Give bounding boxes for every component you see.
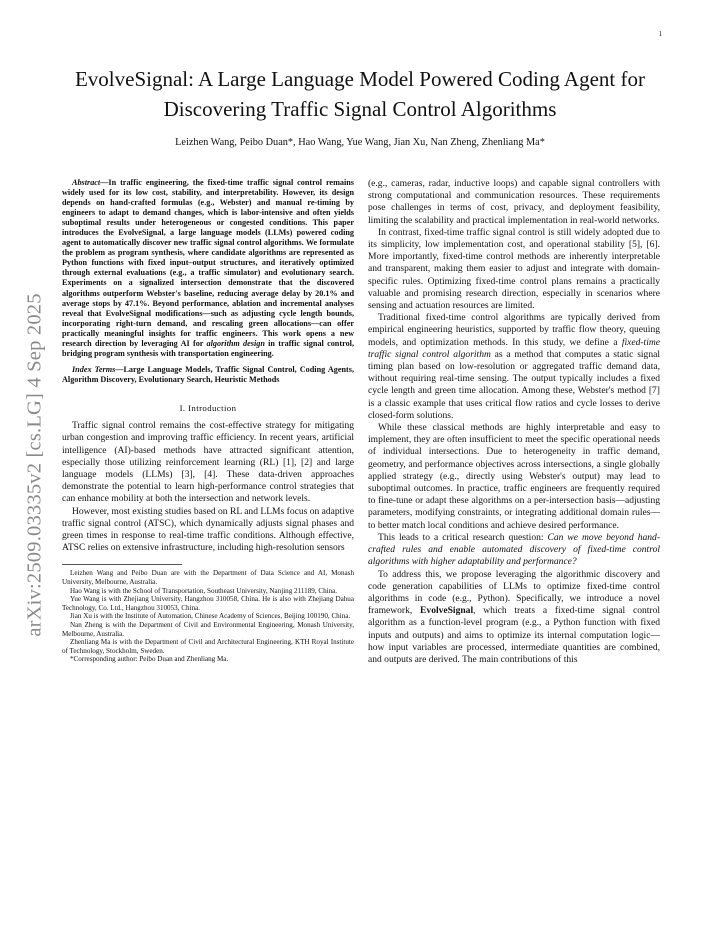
body-text: Traditional fixed-time control algorithms are typically derived from empirical engineering heuristics, supported by traffic flow theory, queuing models, and optimization methods. In this study, we define a <box>368 312 660 348</box>
research-question: Can we move beyond hand-crafted rules and enable automated discovery of fixed-time control algorithms with higher adaptability and performance? <box>368 531 660 568</box>
body-paragraph: (e.g., cameras, radar, inductive loops) and capable signal controllers with strong computational and communication resources. These requirements pose challenges in terms of cost, privacy, and deployment feasibility, limiting the scalability and practical implementation in real-world networks. <box>368 178 660 226</box>
framework-name: EvolveSignal <box>420 605 474 617</box>
definition-emphasis: fixed-time traffic signal control algorithm <box>368 336 660 360</box>
abstract-text-2: in traffic signal control, bridging program synthesis with transportation engineering. <box>62 338 354 358</box>
body-paragraph <box>368 569 660 667</box>
left-column <box>62 178 354 664</box>
right-column <box>368 178 660 666</box>
body-paragraph: In contrast, fixed-time traffic signal control is still widely adopted due to its simplicity, low implementation cost, and operational stability [5], [6]. More importantly, fixed-time control methods are inherently interpretable and transparent, making them easier to adjust and integrate with domain-specific rules. Optimizing fixed-time control plans remains a practically valuable and promising research direction, especially in scenarios where sensing and actuation resources are limited. <box>368 226 660 312</box>
index-terms-text: —Large Language Models, Traffic Signal Control, Coding Agents, Algorithm Discovery, Evolutionary Search, Heuristic Methods <box>62 364 354 384</box>
abstract <box>62 178 354 359</box>
arxiv-identifier: arXiv:2509.03335v2 [cs.LG] 4 Sep 2025 <box>23 293 46 637</box>
body-paragraph <box>368 532 660 569</box>
footnote: Yue Wang is with Zhejiang University, Hangzhou 310058, China. He is also with Zhejiang Dahua Technology, Co. Ltd., Hangzhou 310053, China. <box>62 595 354 612</box>
footnote-rule <box>62 564 182 565</box>
index-terms <box>62 365 354 385</box>
footnote: Jian Xu is with the Institute of Automation, Chinese Academy of Sciences, Beijing 100190, China. <box>70 612 351 621</box>
index-terms-label: Index Terms <box>72 364 116 374</box>
body-paragraph <box>368 312 660 422</box>
footnote: *Corresponding author: Peibo Duan and Zhenliang Ma. <box>70 655 229 664</box>
footnote: Leizhen Wang and Peibo Duan are with the Department of Data Science and AI, Monash University, Melbourne, Australia. <box>62 569 354 586</box>
footnotes <box>62 569 354 664</box>
body-paragraph: While these classical methods are highly interpretable and easy to implement, they are often insufficient to meet the specific operational needs of individual intersections. Due to heterogeneity in traffic demand, geometry, and performance objectives across intersections, a single globally applied strategy (e.g., directly using Webster's output) may lead to suboptimal outcomes. In practice, traffic engineers are frequently required to fine-tune or adapt these algorithms on a per-intersection basis—adjusting parameters, modifying constraints, or integrating additional domain rules—to better match local conditions and achieve desired performance. <box>368 422 660 531</box>
body-text: To address this, we propose leveraging the algorithmic discovery and code generation capabilities of LLMs to optimize fixed-time control algorithms in code (e.g., Python). Specifically, we introduce a novel framework, <box>368 568 660 617</box>
footnote: Nan Zheng is with the Department of Civil and Environmental Engineering, Monash University, Melbourne, Australia. <box>62 620 354 638</box>
page-number: 1 <box>658 30 662 38</box>
abstract-label: Abstract <box>72 178 101 187</box>
body-text: , which treats a fixed-time signal control algorithm as a function-level program (e.g., a Python function with fixed inputs and outputs) and aims to optimize its internal computation logic—how input variables are processed, intermediate quantities are combined, and outputs are derived. The main contributions of this <box>368 605 660 665</box>
footnote: Zhenliang Ma is with the Department of Civil and Architectural Engineering, KTH Royal Institute of Technology, Stockholm, Sweden. <box>62 638 354 655</box>
body-text: This leads to a critical research question: <box>378 531 548 543</box>
abstract-text-1: —In traffic engineering, the fixed-time traffic signal control remains widely used for its low cost, stability, and interpretability. However, its design depends on hand-crafted formulas (e.g., Webster) and manual re-timing by engineers to adapt to demand changes, which is labor-intensive and often yields suboptimal results under heterogeneous or congested conditions. This paper introduces the EvolveSignal, a large language models (LLMs) powered coding agent to automatically discover new traffic signal control algorithms. We formulate the problem as program synthesis, where candidate algorithms are represented as Python functions with fixed input–output structures, and iteratively optimized through external evaluations (e.g., a traffic simulator) and evolutionary search. Experiments on a signalized intersection demonstrate that the discovered algorithms outperform Webster's baseline, reducing average delay by 20.1% and average stops by 47.1%. Beyond performance, ablation and incremental analyses reveal that EvolveSignal modifications—such as adjusting cycle length bounds, incorporating right-turn demand, and rescaling green allocations—can offer practically meaningful insights for traffic engineers. This work opens a new research direction by leveraging AI for <box>62 178 354 348</box>
paper-title: EvolveSignal: A Large Language Model Powered Coding Agent for Discovering Traffic Signal Control Algorithms <box>74 67 645 121</box>
body-text: as a method that computes a static signal timing plan based on low-resolution or aggregated traffic demand data, without requiring real-time sensing. The output typically includes a fixed cycle length and green time allocation. Among these, Webster's method [7] is a classic example that uses critical flow ratios and cycle losses to derive closed-form solutions. <box>368 348 660 421</box>
author-list: Leizhen Wang, Peibo Duan*, Hao Wang, Yue Wang, Jian Xu, Nan Zheng, Zhenliang Ma* <box>175 137 545 148</box>
section-heading-introduction: I. Introduction <box>179 402 237 413</box>
abstract-emphasis: algorithm design <box>206 338 265 348</box>
intro-paragraph-1: Traffic signal control remains the cost-effective strategy for mitigating urban congestion and improving traffic efficiency. In recent years, artificial intelligence (AI)-based methods have attracted significant attention, especially those utilizing reinforcement learning (RL) [1], [2] and large language models (LLMs) [3], [4]. These data-driven approaches demonstrate the potential to learn high-performance control strategies that can enhance mobility at both the intersection and network levels. <box>62 420 354 505</box>
arxiv-sidebar-stamp <box>20 265 50 665</box>
footnote: Hao Wang is with the School of Transportation, Southeast University, Nanjing 211189, China. <box>70 586 338 595</box>
intro-paragraph-2: However, most existing studies based on RL and LLMs focus on adaptive traffic signal control (ATSC), which dynamically adjusts signal phases and green times in response to real-time traffic conditions. Although effective, ATSC relies on extensive infrastructure, including high-resolution sensors <box>62 505 354 554</box>
